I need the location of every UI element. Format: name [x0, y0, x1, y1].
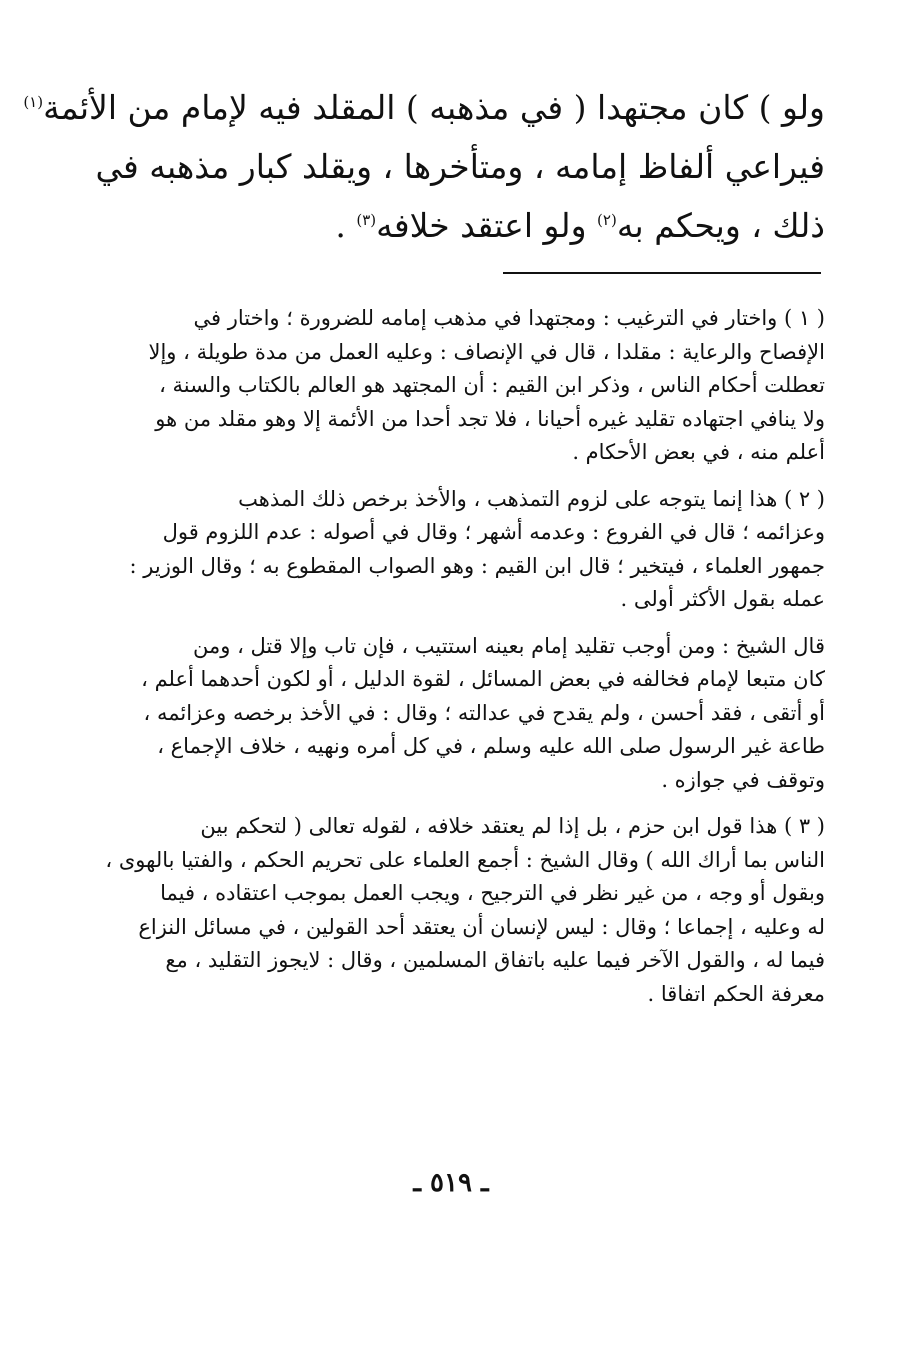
footnote-line: ولا ينافي اجتهاده تقليد غيره أحيانا ، فلا تجد أحدا من الأئمة إلا وهو مقلد من هو: [155, 406, 825, 431]
footnote-ref-2[interactable]: (٢): [597, 211, 617, 229]
page-number: ـ ٥١٩ ـ: [413, 1168, 489, 1198]
footnote-line: أو أتقى ، فقد أحسن ، ولم يقدح في عدالته ؛ وقال : في الأخذ برخصه وعزائمه ،: [143, 700, 825, 725]
footnote-line: الإفصاح والرعاية : مقلدا ، قال في الإنصاف : وعليه العمل من مدة طويلة ، وإلا: [148, 339, 825, 364]
footnote-line: ( ٢ ) هذا إنما يتوجه على لزوم التمذهب ، والأخذ برخص ذلك المذهب: [238, 486, 825, 511]
footnotes: [95, 302, 825, 1024]
main-line-3-part-a: ذلك ، ويحكم به: [616, 206, 825, 245]
main-text: [23, 78, 825, 255]
footnote-2-continued: [95, 630, 825, 798]
footnote-line: له وعليه ، إجماعا ؛ وقال : ليس لإنسان أن يعتقد أحد القولين ، في مسائل النزاع: [138, 914, 825, 939]
main-line-3: [95, 196, 825, 255]
main-line-2: فيراعي ألفاظ إمامه ، ومتأخرها ، ويقلد كبار مذهبه في: [95, 147, 825, 186]
footnote-line: جمهور العلماء ، فيتخير ؛ قال ابن القيم : وهو الصواب المقطوع به ؛ وقال الوزير :: [129, 553, 825, 578]
footnote-line: وتوقف في جوازه .: [661, 767, 825, 792]
footnote-line: وبقول أو وجه ، من غير نظر في الترجيح ، ويجب العمل بموجب اعتقاده ، فيما: [160, 881, 825, 905]
footnote-line: تعطلت أحكام الناس ، وذكر ابن القيم : أن المجتهد هو العالم بالكتاب والسنة ،: [159, 373, 825, 397]
footnote-line: قال الشيخ : ومن أوجب تقليد إمام بعينه استتيب ، فإن تاب وإلا قتل ، ومن: [193, 633, 825, 658]
main-line-1-text: ولو ) كان مجتهدا ( في مذهبه ) المقلد فيه لإمام من الأئمة: [43, 88, 825, 127]
footnote-line: طاعة غير الرسول صلى الله عليه وسلم ، في كل أمره ونهيه ، خلاف الإجماع ،: [157, 734, 825, 758]
footnote-line: عمله بقول الأكثر أولى .: [620, 587, 825, 611]
footnote-2: [95, 483, 825, 617]
main-line-3-end: .: [335, 206, 346, 245]
footnote-line: معرفة الحكم اتفاقا .: [647, 981, 825, 1006]
footnote-line: الناس بما أراك الله ) وقال الشيخ : أجمع العلماء على تحريم الحكم ، والفتيا بالهوى ،: [105, 847, 825, 872]
main-line-3-part-b: ولو اعتقد خلافه: [376, 206, 587, 245]
footnote-line: وعزائمه ؛ قال في الفروع : وعدمه أشهر ؛ وقال في أصوله : عدم اللزوم قول: [162, 520, 825, 544]
footnote-line: ( ٣ ) هذا قول ابن حزم ، بل إذا لم يعتقد خلافه ، لقوله تعالى ( لتحكم بين: [200, 814, 825, 838]
footnote-separator: [503, 272, 821, 274]
footnote-1: [95, 302, 825, 470]
main-line-1: [23, 78, 825, 137]
footnote-line: أعلم منه ، في بعض الأحكام .: [572, 440, 825, 464]
footnote-line: ( ١ ) واختار في الترغيب : ومجتهدا في مذهب إمامه للضرورة ؛ واختار في: [193, 306, 825, 330]
footnote-ref-1[interactable]: (١): [23, 93, 44, 111]
footnote-3: [95, 810, 825, 1011]
footnote-line: فيما له ، والقول الآخر فيما عليه باتفاق المسلمين ، وقال : لايجوز التقليد ، مع: [165, 948, 825, 972]
footnote-ref-3[interactable]: (٣): [356, 211, 377, 229]
footnote-line: كان متبعا لإمام فخالفه في بعض المسائل ، لقوة الدليل ، أو لكون أحدهما أعلم ،: [141, 667, 825, 691]
